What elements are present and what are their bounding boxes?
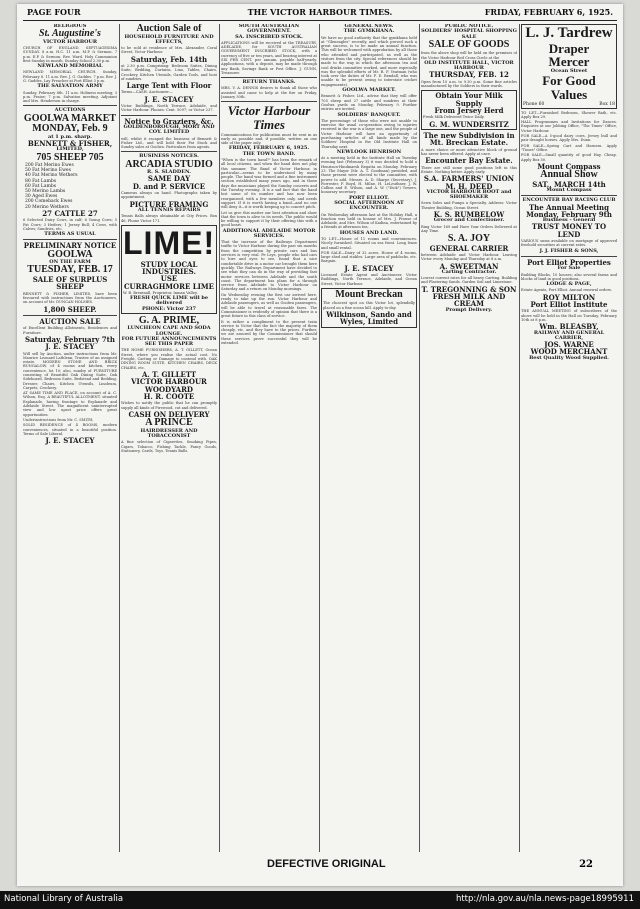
sheep-total: 1,800 SHEEP. — [43, 304, 97, 314]
column-rule — [119, 24, 120, 852]
terms: TERMS AS USUAL — [44, 231, 96, 238]
compass-society: Mount Compass — [546, 187, 592, 194]
wilkinson: Wilkinson, Sando and Wyles, Limited — [326, 310, 412, 327]
masthead-title: THE VICTOR HARBOUR TIMES. — [247, 7, 393, 17]
large-tent: Large Tent with Floor — [126, 81, 212, 91]
auctions-heading: AUCTIONS — [54, 107, 86, 114]
stock-item: 50 Fat Merino Ewes — [25, 168, 71, 174]
lime-phone: PHONE: Victor 237 — [142, 305, 196, 312]
hairdresser: HAIRDRESSER AND TOBACCONIST — [140, 427, 198, 439]
stacey-auctioneer: J. E. STACEY — [45, 342, 95, 352]
wundersitz: G. M. WUNDERSITZ — [429, 119, 509, 129]
stock-item: 40 Fat Merino Wethers — [25, 173, 78, 179]
goolwa-time: at 1 p.m. sharp. — [47, 133, 93, 140]
warne: JOS. WARNE — [544, 340, 594, 350]
tardrew-name: L. J. Tardrew — [525, 25, 613, 41]
bennett-fisher: BENNETT & FISHER, — [27, 138, 113, 148]
mount-breckan: Mount Breckan — [335, 288, 403, 300]
bleasby: Wm. BLEASBY, — [539, 322, 599, 332]
goolwa-date: MONDAY, Feb. 9 — [32, 123, 108, 135]
tardrew-box: Box 18 — [599, 101, 615, 107]
additional-services: ADDITIONAL ADELAIDE MOTOR SERVICES. — [222, 227, 316, 239]
social-afternoon: SOCIAL AFTERNOON AT ENCOUNTER. — [334, 200, 404, 212]
use-label: USE — [160, 274, 178, 284]
prompt-delivery: Prompt Delivery. — [445, 306, 493, 313]
inscribed-stock: SA. INSCRIBED STOCK. — [235, 33, 303, 40]
elliot-institute: Port Elliot Institute — [530, 300, 608, 310]
fresh-milk: FRESH MILK AND CREAM — [432, 292, 506, 309]
same-day: SAME DAY — [147, 174, 191, 184]
gillett-name: A. T. GILLETT — [141, 369, 197, 379]
column-2: Auction Sale of HOUSEHOLD FURNITURE AND EFFECTS, to be sold at residence of Mrs. Alexander, Coral Street, Victor Harbour. Saturday, Feb. 14th at 2.30 p.m. Comprising: Bedroom Suites, Dining Suite, Bedding, Curtains, Lino, Tables, Chairs, Crockery, Kitchen Utensils, Garden Tools, and host of sundries. Large Tent with Floor Terms—CASH. Auctioneer— J. E. STACEY Victor Buildings, North Terrace, Adelaide, and Victor Harbour. Phones: Cent. 5097; or Victor 237. Notice to Graziers, &c. GOLDENBOROUGH, MORT AND COY. LIMITED will, whilst it escaped the business of Bennett & Fisher Ltd., and will hold their Fat Stock and Sundry sales at Goolwa. Particulars from agents. BUSINESS NOTICES. ARCADIA STUDIO R. S. SLADDEN. SAME DAY D. and P. SERVICE Cameras always on hand. Photographs taken by appointment. PICTURE FRAMING ALL TENNIS REPAIRS Tennis Balls always obtainable at City Prices. Box 46. Phone Victor 171. LIME! STUDY LOCAL INDUSTRIES. USE CURRAGHMORE LIME W. B. Brentnall, Proprietor, Inman Valley. FRESH QUICK LIME will be delivered PHONE: Victor 237 G. A. PRIME, LUNCHEON CAPE AND SODA LOUNGE. FOR FUTURE ANNOUNCEMENTS SEE THIS PAPER THE HOME FURNISHERS, A. T. GILLETT, Ocean Street, where you realise the actual cost. No Freight, Carting or Damage to contend with. OAK DINING ROOM SUITE, KITCHEN CHAIRS, DECK CHAIRS, etc. A. T. GILLETT VICTOR HARBOUR WOODYARD H. R. COOTE Wishes to notify the public that he can promptly supply all kinds of Firewood, cut and delivered. CASH ON DELIVERY A PRINCE HAIRDRESSER AND TOBACCONIST A fine selection of Cigarettes, Smoking Pipes, Cigars, Tobacco, Fishing Tackle, Fancy Goods, Stationery, Cards, Toys, Tennis Balls. — [121, 24, 217, 453]
luncheon-lounge: LUNCHEON CAPE AND SODA LOUNGE. — [127, 325, 211, 337]
stacey-name: J. E. STACEY — [144, 94, 194, 104]
newlook-henrison: NEWLOOK HENRISON — [336, 148, 402, 155]
stacey-agent: J. E. STACEY — [344, 263, 394, 273]
ocean-street: Ocean Street — [550, 68, 588, 75]
defective-stamp: DEFECTIVE ORIGINAL — [267, 858, 386, 870]
saturday-date: Saturday, February 7th — [25, 334, 115, 344]
column-rule — [219, 24, 220, 852]
study-local: STUDY LOCAL INDUSTRIES. — [140, 259, 198, 276]
column-3: SOUTH AUSTRALIAN GOVERNMENT. SA. INSCRIBED STOCK. APPLICATIONS will be received at the TREASURY, ADELAIDE, for SOUTH AUSTRALIAN GOVERNMENT INSCRIBED STOCK, with a currency of five or ten years, and bearing interest at SIX PER CENT. per annum, payable half-yearly. Applications, with a deposit, may be made through any Bank, Savings Bank or Post Office. J. GUNN, Treasurer. RETURN THANKS. MRS. V. A. DENNIS desires to thank all those who assisted and came to help at the fire on Friday, January 30th. Victor Harbour Times Communications for publication must be sent in as early as possible and, if possible, written on one side of the paper only. FRIDAY, FEBRUARY 6, 1925. THE TOWN BAND. "When is the town band?" has been the remark of all local citizens, and when the band does not play this summer. The Band of Victor Harbour, in particular—seems to be understood by many people. The band was formed and a fine instrument section established many years ago, and in those days the musicians played the Sunday concerts and the Tuesday evening. It is a sad fact that the band lost some of its number and has now been reorganised, with a few members only, and needs support. If it is worth having a band—and no one will deny it—it is worth keeping up to concert pitch. Let us give this matter our best attention and show that the town is alive to its needs. The public would be willing to support it by their offering this with a good heart. ADDITIONAL ADELAIDE MOTOR SERVICES. That the increase of the Railways Department traffic to Victor Harbour during the past six months from the competition by private cars and bus services is very real. Pe Leys, people who had cars to hire and eyes to see, found that a nice comfortable drive in a motor car brought them here quickly. The Railways Department have decided to see what they can do in the way of providing fast motor services between Adelaide and the south coast. The department has plans for a through service from Adelaide to Victor Harbour on Saturday and a return on Monday mornings. On Wednesday evening the first car arrived here, ready to take up the run. Victor Harbour and Adelaide passengers, as well as Goolwa passengers, will be able to travel at reasonable fares. The Commissioner is evidently of opinion that there is a great future in this class of service. It is rather a compliment to the present train service to Victor that the fact the majority of them cheaply, etc, and they have to the prices. Further, we are assured by the Commissioner that should these services prove successful they will be extended. — [221, 24, 317, 346]
prince-name: A PRINCE — [145, 417, 193, 429]
surplus-sheep: SALE OF SURPLUS SHEEP — [32, 274, 108, 292]
sweetman: A. SWEETMAN — [439, 261, 499, 271]
masthead — [23, 7, 617, 19]
fisher-sons: J. J. FISHER & SONS, — [539, 247, 599, 254]
general-carrier: GENERAL CARRIER — [429, 243, 509, 253]
business-notices: BUSINESS NOTICES. — [139, 153, 199, 160]
prime-name: G. A. PRIME, — [138, 314, 200, 326]
soldiers-banquet: SOLDIERS' BANQUET. — [337, 111, 401, 118]
lodge-page: LODGE & PAGE, — [546, 281, 592, 288]
gymkhana: THE GYMKHANA. — [343, 28, 395, 35]
column-rule — [519, 24, 520, 852]
masthead-date: FRIDAY, FEBRUARY 6, 1925. — [484, 7, 613, 17]
good-values: For Good Values — [542, 73, 596, 102]
picture-framing: PICTURE FRAMING — [129, 199, 209, 209]
port-elliot: PORT ELLIOT. — [349, 194, 389, 201]
column-4: GENERAL NEWS. THE GYMKHANA. We have no good authority that the gymkhana held at "Gleneagles" recently, and which proved such a great success, is to be made an annual function. This will be welcomed with approbation by all those who attended and participated, as well as the visitors from the city. Special references should be made to the way in which the afternoon tea and cool drinks committee worked, and more especially was the splendid efforts of Mr. R. F. Yeatman (who took over the duties of Mr. F. D. Rendall, who was unable to be present owing to interstate cricket engagements). GOOLWA MARKET. Bennett & Fisher, Ltd., advise that they will offer 705 sheep and 27 cattle and sundries at their Goolwa yards on Monday, February 9. Further entries are invited. SOLDIERS' BANQUET. The percentage of those who were not unable to exercise the usual co-operation owing to injuries received in the war is a large one, and the people of Victor Harbour will have an opportunity of purchasing articles of all kinds made by the Soldiers' Hospital in the Old Institute Hall on Thursday next. NEWLOOK HENRISON At a meeting held in the Institute Hall on Tuesday evening last (February 3) it was decided to hold a Henrison-Hindmarsh Regatta on Monday, February 23. The Mayor (Mr. A. T. Goodman) presided, and those present were elected to the committee, with power to add. Messrs. A. D. Sharpe (Secretary), J. Forrester, F. Boyd, H. Milne, H. LeLeuthner, J. W. Collins and E. Wilson, and A. W. ("Dick") Towers, honorary secretary. PORT ELLIOT. SOCIAL AFTERNOON AT ENCOUNTER. On Wednesday afternoon last at the Holiday Hall, a function was held in honour of Mrs. J. Prouse of Adelaide, and Mrs. Wilson of Kadina, entertained by a friends at afternoon tea. HOUSES AND LAND. TO LET—House of 11 rooms and conveniences. Nicely furnished. Situated on sea front. Long lease and small rental. FOR SALE—Dairy of 32 acres. House of 4 rooms, large shed and stables. Large area of paddocks, etc. Bargain. J. E. STACEY Licensed Estate Agent and Auctioneer, Victor Buildings, North Terrace, Adelaide, and Ocean Street, Victor Harbour. Mount Breckan The choicest spot on this Victor lot, splendidly placed on a fine ocean hill. Apply to-day. Wilkinson, Sando and Wyles, Limited — [321, 24, 417, 327]
general-news: GENERAL NEWS. — [344, 24, 394, 29]
library-name: National Library of Australia — [4, 894, 124, 904]
army-heading: THE SALVATION ARMY — [37, 83, 103, 90]
new-subdivision: The new Subdivision in Mt. Breckan Estate. — [423, 130, 515, 148]
tardrew-phone: Phone 60 — [523, 101, 545, 107]
railway-carrier: RAILWAY AND GENERAL CARRIER, — [533, 329, 605, 341]
stock-list — [23, 163, 117, 210]
rumbelow: K. S. RUMBELOW — [433, 209, 505, 219]
coote-name: H. R. COOTE — [143, 391, 195, 401]
curraghmore-lime: CURRAGHMORE LIME — [123, 281, 215, 291]
goolwa-market-news: GOOLWA MARKET. — [342, 87, 396, 94]
notice-graziers: Notice to Graziers, &c. — [124, 116, 214, 126]
grocer: Grocer and Confectioner. — [433, 217, 505, 224]
show-date: SAT., MARCH 14th — [532, 179, 606, 189]
masthead-page-label: PAGE FOUR — [27, 7, 81, 17]
stock-item: 80 Fat Lambs — [25, 178, 57, 184]
church-name: St. Augustine's — [39, 28, 101, 40]
auction-sale-heading: Auction Sale of — [136, 24, 202, 34]
old-institute: OLD INSTITUTE HALL, VICTOR HARBOUR — [424, 59, 514, 72]
editorial-title: Victor Harbour Times — [227, 103, 311, 132]
column-rule — [319, 24, 320, 852]
wood-merchant: WOOD MERCHANT — [530, 347, 608, 357]
cattle-count: 27 CATTLE 27 — [42, 208, 98, 218]
roy-milton: ROY MILTON — [542, 292, 596, 302]
prelim-notice: PRELIMINARY NOTICE — [23, 241, 117, 251]
tennis-repairs: ALL TENNIS REPAIRS — [137, 207, 201, 214]
fresh-lime: FRESH QUICK LIME will be delivered — [129, 295, 209, 307]
govt-heading: SOUTH AUSTRALIAN GOVERNMENT. — [238, 24, 300, 35]
column-1: RELIGIOUS St. Augustine's VICTOR HARBOUR CHURCH OF ENGLAND. SEPTUAGESIMA SUNDAY. 8 a.m. H.C. 11 a.m. M.P. & Sermon. 7 p.m. E.P. & Sermon. Rev. Ward. Holy Communion first Sunday in month. Sunday School 2.30 p.m. NEWLAND MEMORIAL NEWLAND MEMORIAL CHURCH. Sunday, February 8. 11 a.m. Rev. J. G. Gaddes. 7 p.m. Rev. J. G. Gaddes. Lay Preacher at Port Elliot 3 p.m. THE SALVATION ARMY Sunday, February 8th. 11 a.m. Holiness meeting; 3 p.m. Praise; 7 p.m. Salvation meeting. Adjutant and Mrs. Henderson in charge. AUCTIONS GOOLWA MARKET MONDAY, Feb. 9 at 1 p.m. sharp. BENNETT & FISHER, LIMITED, 705 SHEEP 705 200 Fat Merino Ewes 50 Fat Merino Ewes 40 Fat Merino Wethers 80 Fat Lambs 60 Fat Lambs 50 Merino Lambs 30 Aged Ewes 200 Comeback Ewes 20 Merino Wethers 27 CATTLE 27 6 Selected Dairy Cows, in calf; 6 Young Cows; 5 Fat Cows; 3 Heifers; 1 Jersey Bull; 4 Cows, with Calves; Sundries, etc. TERMS AS USUAL PRELIMINARY NOTICE GOOLWA ON THE FARM TUESDAY, FEB. 17 SALE OF SURPLUS SHEEP BENNETT & FISHER, LIMITED, have been favoured with instructions from the Auctioneers, on account of Mr. DUNCAN HOLMES. 1,800 SHEEP. AUCTION SALE of Excellent Building Allotments, Residences and Furniture. Saturday, February 7th J. E. STACEY Will sell by Auction, under instructions from Mr. Maurice Leonard Lathlean, Trustee of an assigned estate. MODERN STONE AND BRICK BUNGALOW, of 4 rooms and kitchen, every convenience, lot 10; also, sundry of FURNITURE consisting of Beautiful Oak Dining Suite, Oak Sideboard, Bedroom Suite, Bedstead and Bedding, Dresser, Chairs, Kitchen Utensils, Linoleum, Carpets, Crockery. AT SAME TIME AND PLACE, on account of A. C. Wilson, Esq. A BEAUTIFUL ALLOTMENT, situated Esplanade, having frontage to Esplanade and Adelaide Street. The magnificent uninterrupted view and low upset price offers great opportunities. Underinstructions from Mr. C. SMITH, SOLID RESIDENCE of 4 ROOMS, modern conveniences, situated in a beautiful position. Terms of Sale Liberal. J. E. STACEY — [23, 24, 117, 446]
goolwa-market: GOOLWA MARKET — [23, 112, 117, 124]
masthead-rule — [23, 20, 617, 21]
trust-money: TRUST MONEY TO LEND — [531, 222, 607, 239]
sale-of-goods: SALE OF GOODS — [428, 38, 510, 50]
cash-delivery: CASH ON DELIVERY — [128, 409, 210, 419]
elliot-properties: Port Elliot Properties — [527, 257, 611, 267]
religious-heading: RELIGIOUS — [53, 24, 87, 29]
for-sale: For Sale — [557, 265, 581, 272]
funeral-announce: FOR FUTURE ANNOUNCEMENTS — [121, 335, 217, 342]
bennett-limited: LIMITED, — [56, 146, 84, 153]
column-rule — [419, 24, 420, 852]
arcadia-studio: ARCADIA STUDIO — [125, 158, 213, 170]
see-paper: SEE THIS PAPER — [144, 341, 194, 348]
annual-show: Annual Show — [540, 169, 598, 181]
auction-sale: AUCTION SALE — [39, 316, 101, 326]
editorial-date: FRIDAY, FEBRUARY 6, 1925. — [228, 145, 310, 152]
stock-item: 50 Merino Lambs — [25, 189, 66, 195]
tregonning: T. TREGONNING & SON — [421, 284, 517, 294]
houses-land: HOUSES AND LAND. — [339, 229, 399, 236]
saturday-feb-14: Saturday, Feb. 14th — [130, 54, 208, 64]
newland-heading: NEWLAND MEMORIAL — [37, 63, 103, 70]
farmers-union: S.A. FARMERS' UNION — [423, 174, 515, 184]
encounter-estate: Encounter Bay Estate. — [425, 156, 513, 166]
stock-item: 200 Fat Merino Ewes — [25, 163, 74, 169]
lime-headline: LIME! — [123, 224, 216, 261]
carting: Carting Contractor. — [441, 268, 497, 275]
boot-maker: VICTOR HARBOUR BOOT and SHOEMAKER — [426, 188, 512, 201]
tuesday-date: TUESDAY, FEB. 17 — [27, 264, 113, 276]
return-thanks: RETURN THANKS. — [242, 79, 296, 86]
draper: Draper — [548, 40, 590, 56]
underinstr: Underinstructions from Mr. C. SMITH, — [23, 417, 94, 422]
thursday-feb-12: THURSDAY, FEB. 12 — [429, 70, 509, 80]
deed-name: M. H. DEED — [445, 181, 493, 191]
jersey-herd: From Jersey Herd — [434, 105, 504, 115]
stock-item: 30 Aged Ewes — [25, 194, 58, 200]
page-number: 22 — [579, 859, 593, 870]
mercer: Mercer — [548, 54, 590, 70]
parish-name: VICTOR HARBOUR — [42, 38, 98, 45]
town-band: THE TOWN BAND. — [242, 150, 296, 157]
stock-item: 200 Comeback Ewes — [25, 199, 73, 205]
business-general: Business - General — [542, 217, 596, 224]
joy-name: S. A. JOY — [447, 233, 491, 245]
goldenborough: GOLDENBOROUGH, MORT AND COY. LIMITED — [123, 124, 215, 136]
meeting-date: Monday, February 9th — [526, 209, 612, 219]
newspaper-page — [17, 4, 623, 886]
vh-woodyard: VICTOR HARBOUR WOODYARD — [131, 377, 207, 394]
public-notice: PUBLIC NOTICE. — [444, 24, 494, 29]
annual-meeting: The Annual Meeting — [528, 202, 610, 212]
best-wood: Best Quality Wood Supplied. — [529, 354, 609, 361]
farm-name: GOOLWA — [47, 248, 93, 260]
library-footer — [0, 891, 640, 909]
mount-compass: Mount Compass — [537, 161, 601, 171]
dp-service: D. and P. SERVICE — [132, 181, 206, 191]
stock-item: 20 Merino Wethers — [25, 204, 69, 210]
obtain-milk: Obtain Your Milk Supply — [435, 91, 503, 108]
soldiers-hospital: SOLDIERS' HOSPITAL SHOPPING SALE — [421, 28, 517, 40]
column-5: PUBLIC NOTICE. SOLDIERS' HOSPITAL SHOPPING SALE SALE OF GOODS from the above shop will be held on the premises of the Victor Harbour Red Cross Circle at the OLD INSTITUTE HALL, VICTOR HARBOUR THURSDAY, FEB. 12 Open from 10 a.m. to 9.30 p.m. Some fine articles manufactured by the Soldiers in their wards. Obtain Your Milk Supply From Jersey Herd Fresh Milk Delivered Twice Daily. G. M. WUNDERSITZ The new Subdivision in Mt. Breckan Estate. A more choice or more attractive block of ground has never been offered. Apply at once. Encounter Bay Estate. There are still some good positions left in this Estate. Nothing better. Apply early. S.A. FARMERS' UNION M. H. DEED VICTOR HARBOUR BOOT and SHOEMAKER Sewn Soles and Pumps a Specialty. Address: Victor Theatre Building, Ocean Street. K. S. RUMBELOW Grocer and Confectioner. Ring Victor 169 and Have Your Orders Delivered at Any Time. S. A. JOY GENERAL CARRIER between Adelaide and Victor Harbour. Leaving Victor every Monday and Thursday at 8 a.m. A. SWEETMAN Carting Contractor. Lowest current rates for all heavy Carting. Building and Plastering Sands. Garden Soil and Limestone. T. TREGONNING & SON FRESH MILK AND CREAM Prompt Delivery. — [421, 24, 517, 313]
stacey-auctioneer-2: J. E. STACEY — [45, 436, 95, 446]
column-6: L. J. Tardrew Draper Mercer Ocean Street For Good Values Phone 60 Box 18 TO LET—Furnished Bedroom, Shower Bath, etc. Apply Box 29. HALL Programmes and Invitations for Dances. Enquiries at our Jobbing Office, "The Times" Office, Victor Harbour. FOR SALE—A 5-good dairy cows, Jersey bull and pair draught horses. Apply Mrs. Dunn. FOR SALE—Spring Cart and Harness. Apply "Times" Office. FOR SALE—Small quantity of good Hay, Cheap. Apply Box 50. Mount Compass Annual Show SAT., MARCH 14th Mount Compass ENCOUNTER BAY RACING CLUB The Annual Meeting Monday, February 9th Business - General TRUST MONEY TO LEND VARIOUS sums available on mortgage of approved freehold securities at current rates. J. J. FISHER & SONS, Port Elliot Properties For Sale Building Blocks, 10 houses; also several farms and blocks of land in good positions. LODGE & PAGE, Estate Agents, Port Elliot. Annual renewal orders. ROY MILTON Port Elliot Institute THE ANNUAL MEETING of subscribers of the above will be held in the Hall on Tuesday, February 10th at 8 p.m. Wm. BLEASBY, RAILWAY AND GENERAL CARRIER, JOS. WARNE WOOD MERCHANT Best Quality Wood Supplied. — [521, 25, 617, 361]
stock-item: 60 Fat Lambs — [25, 183, 57, 189]
page-url[interactable]: http://nla.gov.au/nla.news-page18995911 — [455, 894, 634, 904]
sheep-count: 705 SHEEP 705 — [36, 151, 104, 163]
racing-club: ENCOUNTER BAY RACING CLUB — [522, 197, 616, 204]
farm-sub: ON THE FARM — [49, 259, 91, 266]
household-furniture: HOUSEHOLD FURNITURE AND EFFECTS, — [124, 33, 214, 45]
